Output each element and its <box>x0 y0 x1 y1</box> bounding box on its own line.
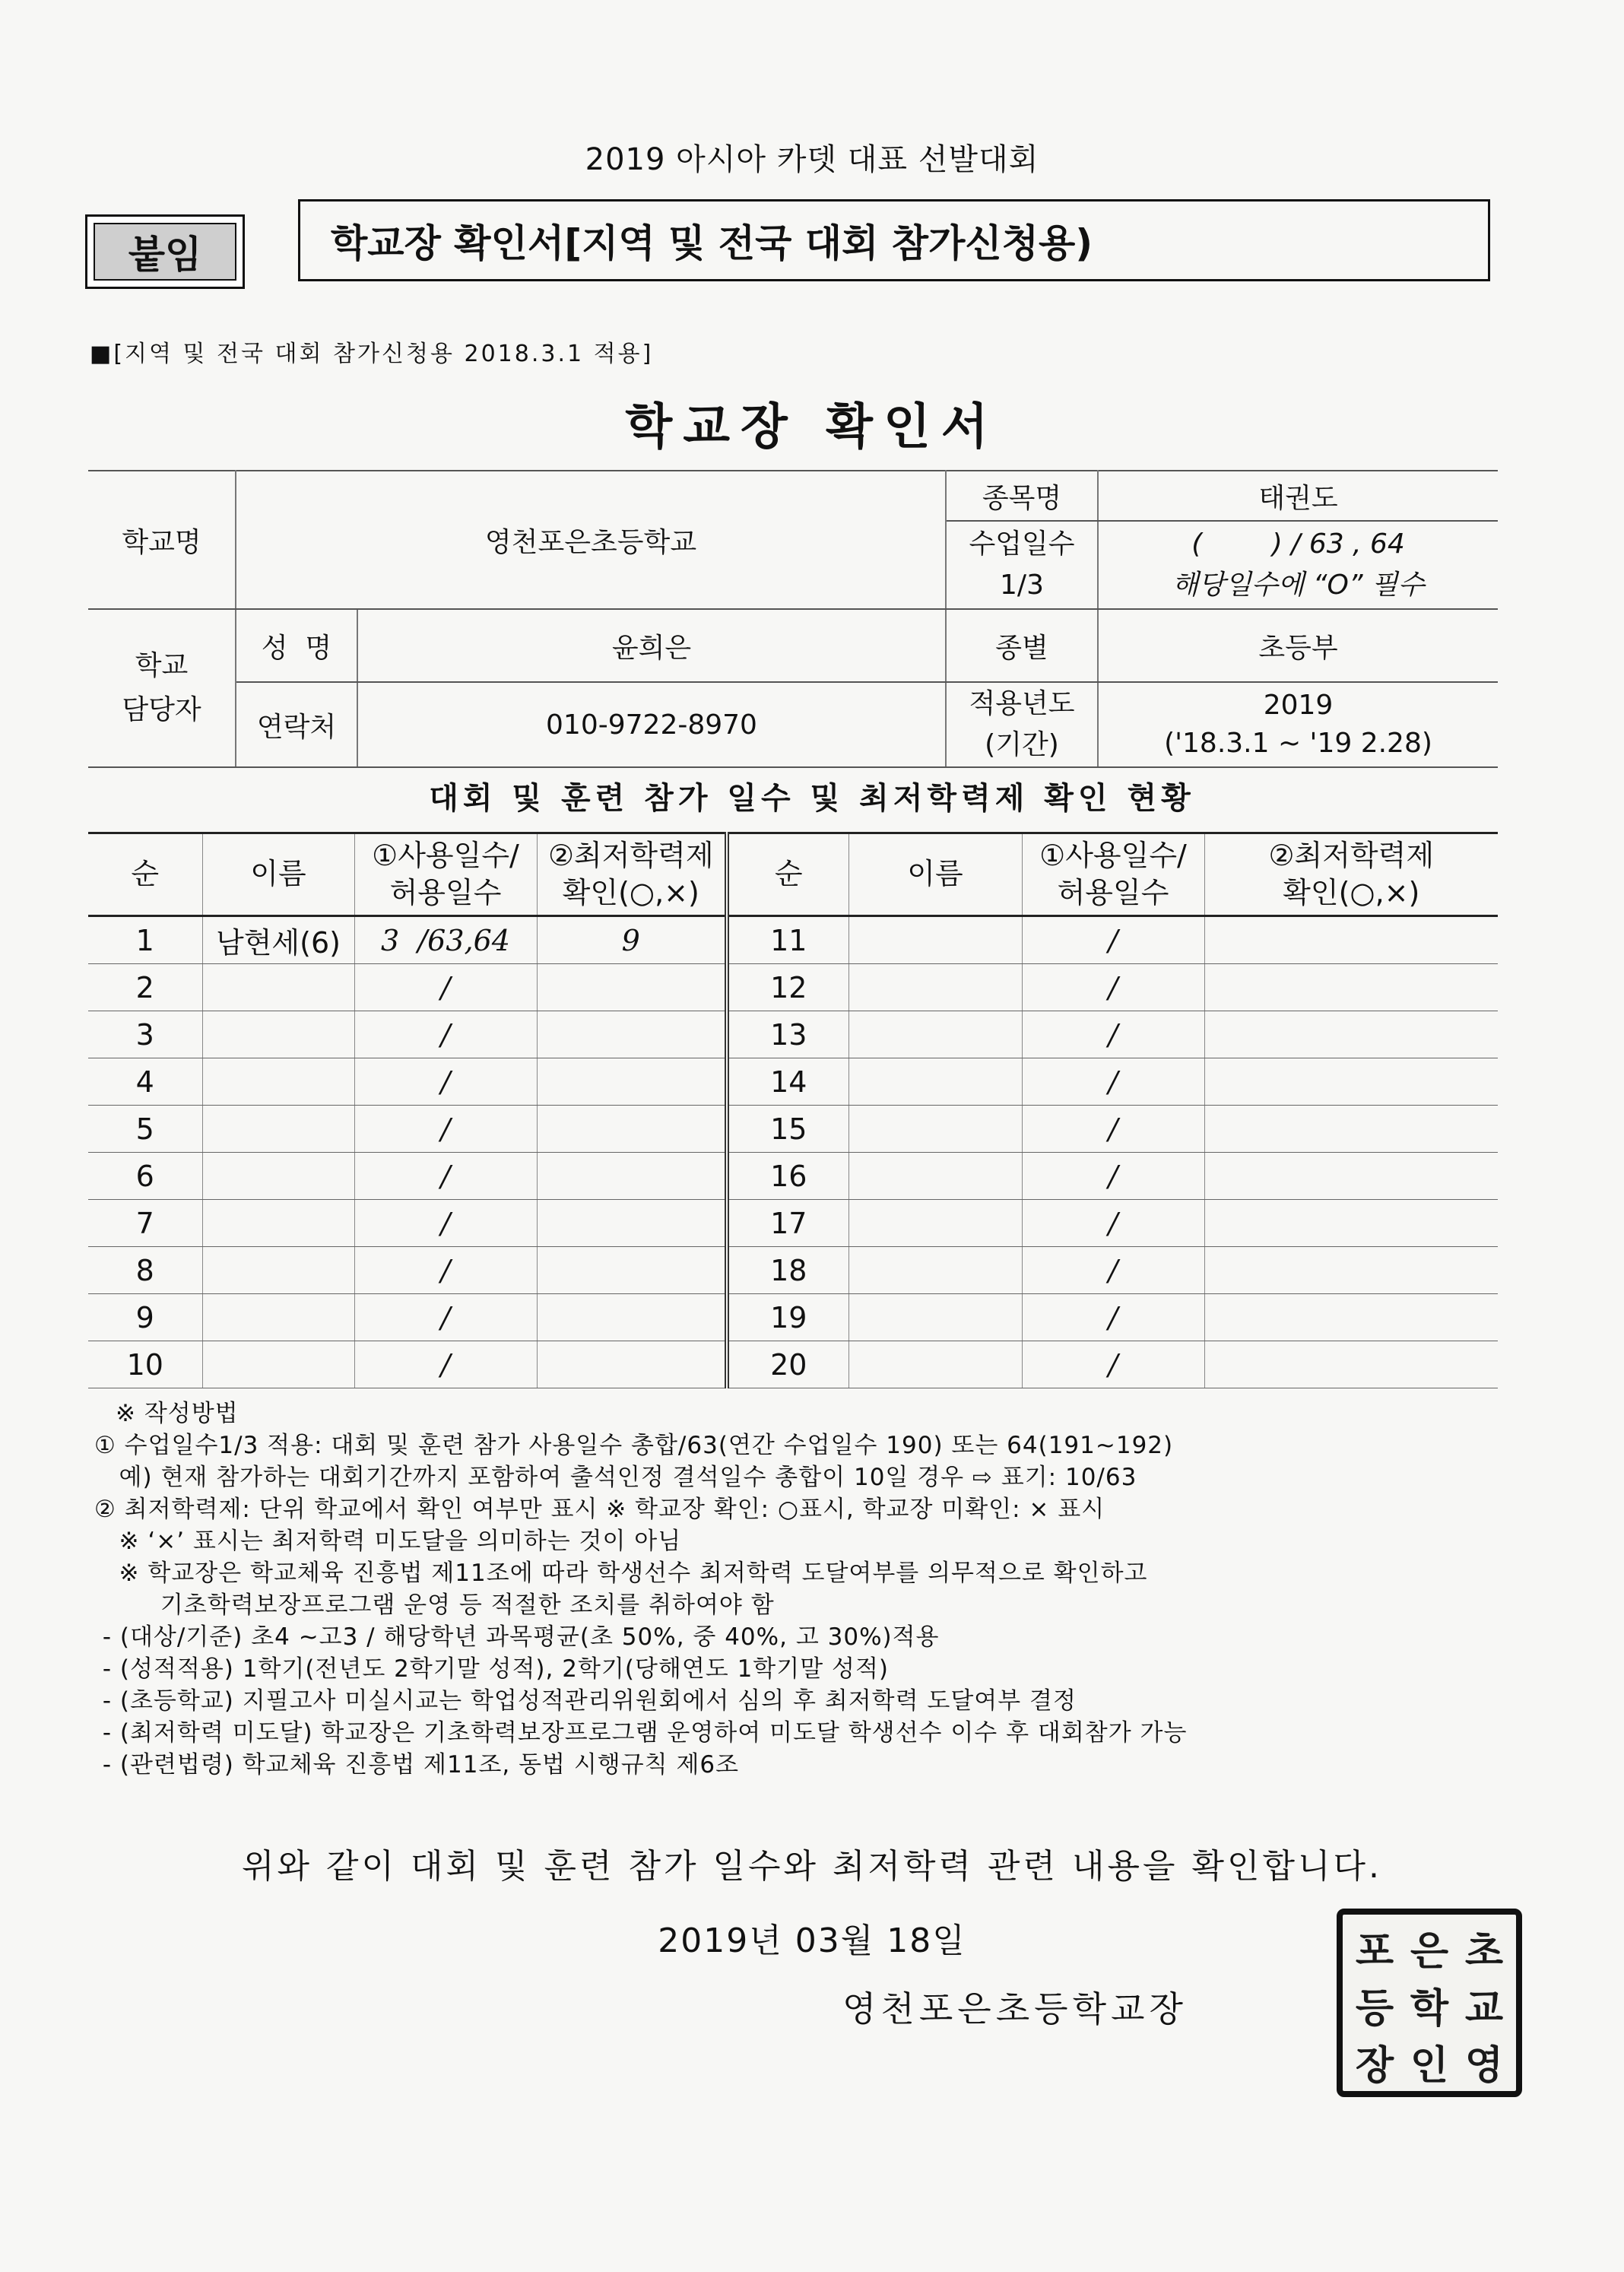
row-name <box>202 1153 354 1200</box>
row-check <box>537 1106 727 1153</box>
row-name-right <box>848 1011 1022 1058</box>
class-days-value <box>1098 521 1498 609</box>
table-row <box>88 1341 1498 1388</box>
row-days: / <box>354 1341 537 1388</box>
row-days: 3 /63,64 <box>354 916 537 964</box>
row-days-right: / <box>1022 964 1204 1011</box>
table-row <box>88 1011 1498 1058</box>
instruction-line: ※ ‘×’ 표시는 최저학력 미도달을 의미하는 것이 아님 <box>94 1528 682 1555</box>
row-days-right: / <box>1022 1200 1204 1247</box>
header-check-right-line1: ②최저학력제 <box>1268 838 1435 872</box>
header-days-right <box>1022 833 1204 916</box>
row-check <box>537 1153 727 1200</box>
event-label: 종목명 <box>946 471 1098 521</box>
row-days-right: / <box>1022 1011 1204 1058</box>
row-num-right: 14 <box>727 1058 848 1106</box>
row-name <box>202 1294 354 1341</box>
table-row <box>88 916 1498 964</box>
row-name <box>202 1200 354 1247</box>
row-days: / <box>354 1294 537 1341</box>
instruction-line: - (초등학교) 지필고사 미실시교는 학업성적관리위원회에서 심의 후 최저학력 도달여부 결정 <box>94 1687 1077 1715</box>
instruction-line: ※ 학교장은 학교체육 진흥법 제11조에 따라 학생선수 최저학력 도달여부를 의무적으로 확인하고 <box>94 1560 1148 1587</box>
seal-character: 장 <box>1355 2042 1394 2089</box>
instruction-line: 기초학력보장프로그램 운영 등 적절한 조치를 취하여야 함 <box>94 1591 775 1619</box>
row-days-right: / <box>1022 1294 1204 1341</box>
row-check <box>537 1341 727 1388</box>
roster-body <box>88 833 1498 1388</box>
seal-character: 학 <box>1410 1985 1449 2032</box>
row-check-right <box>1204 1341 1498 1388</box>
row-days: / <box>354 1011 537 1058</box>
seal-character: 교 <box>1464 1985 1504 2032</box>
table-row <box>88 1247 1498 1294</box>
instruction-line: 예) 현재 참가하는 대회기간까지 포함하여 출석인정 결석일수 총합이 10일 경우 ⇨ 표기: 10/63 <box>94 1464 1137 1491</box>
document-title: 학교장 확인서 <box>625 399 999 455</box>
row-days: / <box>354 1247 537 1294</box>
table-row <box>88 1058 1498 1106</box>
row-name-right <box>848 1106 1022 1153</box>
attachment-tag <box>85 214 245 289</box>
row-num-right: 19 <box>727 1294 848 1341</box>
row-check-right <box>1204 964 1498 1011</box>
category-value: 초등부 <box>1098 609 1498 682</box>
header-days-right-line2: 허용일수 <box>1057 876 1169 909</box>
row-days-right: / <box>1022 1153 1204 1200</box>
row-days-right: / <box>1022 1106 1204 1153</box>
class-days-label-line2: 1/3 <box>1000 570 1044 601</box>
row-check <box>537 1058 727 1106</box>
header-check <box>537 833 727 916</box>
manager-label-line1: 학교 <box>135 650 189 682</box>
instruction-line: - (관련법령) 학교체육 진흥법 제11조, 동법 시행규칙 제6조 <box>94 1751 740 1779</box>
row-name-right <box>848 1153 1022 1200</box>
row-days-right: / <box>1022 1341 1204 1388</box>
year-value <box>1098 682 1498 767</box>
row-num-right: 20 <box>727 1341 848 1388</box>
application-note: ■[지역 및 전국 대회 참가신청용 2018.3.1 적용] <box>90 341 654 367</box>
table-row <box>88 1106 1498 1153</box>
instruction-line: ① 수업일수1/3 적용: 대회 및 훈련 참가 사용일수 총합/63(연간 수업일수 190) 또는 64(191~192) <box>94 1432 1174 1459</box>
row-num: 3 <box>88 1011 202 1058</box>
manager-name: 윤희은 <box>357 609 946 682</box>
school-name: 영천포은초등학교 <box>236 471 946 609</box>
row-check <box>537 1294 727 1341</box>
row-num: 8 <box>88 1247 202 1294</box>
manager-label <box>88 609 236 767</box>
row-name <box>202 1058 354 1106</box>
row-num-right: 18 <box>727 1247 848 1294</box>
signature-date: 2019년 03월 18일 <box>658 1921 966 1960</box>
row-num: 10 <box>88 1341 202 1388</box>
seal-character: 포 <box>1355 1928 1394 1975</box>
row-days-right: / <box>1022 916 1204 964</box>
row-num-right: 16 <box>727 1153 848 1200</box>
row-name <box>202 1341 354 1388</box>
class-days-note: 해당일수에 “O” 필수 <box>1172 570 1425 601</box>
seal-character: 초 <box>1464 1928 1504 1975</box>
category-label: 종별 <box>946 609 1098 682</box>
header-num: 순 <box>88 833 202 916</box>
instructions-title: ※ 작성방법 <box>116 1400 239 1427</box>
row-name <box>202 1011 354 1058</box>
row-num-right: 15 <box>727 1106 848 1153</box>
name-label: 성 명 <box>236 609 357 682</box>
event-value: 태권도 <box>1098 471 1498 521</box>
year-number: 2019 <box>1263 689 1334 721</box>
attachment-tag-label: 붙임 <box>94 223 236 281</box>
class-days-label-line1: 수업일수 <box>969 528 1075 560</box>
row-name-right <box>848 1294 1022 1341</box>
row-check: 9 <box>537 916 727 964</box>
official-seal-stamp <box>1337 1909 1522 2097</box>
header-days-right-line1: ①사용일수/ <box>1039 838 1187 872</box>
year-period: ('18.3.1 ~ '19 2.28) <box>1164 728 1432 759</box>
row-days: / <box>354 1058 537 1106</box>
row-days: / <box>354 1153 537 1200</box>
row-check-right <box>1204 916 1498 964</box>
row-num-right: 17 <box>727 1200 848 1247</box>
table-row <box>88 1294 1498 1341</box>
row-check-right <box>1204 1153 1498 1200</box>
seal-character: 은 <box>1410 1928 1449 1975</box>
row-days-right: / <box>1022 1058 1204 1106</box>
row-num: 6 <box>88 1153 202 1200</box>
table-row <box>88 1200 1498 1247</box>
instruction-line: - (최저학력 미도달) 학교장은 기초학력보장프로그램 운영하여 미도달 학생선수 이수 후 대회참가 가능 <box>94 1719 1188 1747</box>
class-days-fraction: ( ) / 63 , 64 <box>1191 528 1405 560</box>
row-name <box>202 964 354 1011</box>
row-num: 7 <box>88 1200 202 1247</box>
manager-label-line2: 담당자 <box>122 694 201 725</box>
row-name-right <box>848 1341 1022 1388</box>
header-check-line1: ②최저학력제 <box>547 838 714 872</box>
row-name-right <box>848 1200 1022 1247</box>
row-name-right <box>848 1058 1022 1106</box>
row-num-right: 11 <box>727 916 848 964</box>
school-label: 학교명 <box>88 471 236 609</box>
instruction-line: ② 최저학력제: 단위 학교에서 확인 여부만 표시 ※ 학교장 확인: ○표시, 학교장 미확인: × 표시 <box>94 1496 1105 1523</box>
roster-table <box>88 832 1498 1388</box>
row-days-right: / <box>1022 1247 1204 1294</box>
instruction-line: - (대상/기준) 초4 ~고3 / 해당학년 과목평균(초 50%, 중 40%, 고 30%)적용 <box>94 1623 940 1651</box>
year-label-line2: (기간) <box>985 729 1059 760</box>
row-check <box>537 964 727 1011</box>
row-days: / <box>354 1106 537 1153</box>
year-label <box>946 682 1098 767</box>
table-row <box>88 1153 1498 1200</box>
header-check-right <box>1204 833 1498 916</box>
header-check-line2: 확인(○,×) <box>562 876 699 909</box>
header-num-right: 순 <box>727 833 848 916</box>
row-check-right <box>1204 1011 1498 1058</box>
header-name-right: 이름 <box>848 833 1022 916</box>
instruction-line: - (성적적용) 1학기(전년도 2학기말 성적), 2학기(당해연도 1학기말 성적) <box>94 1655 889 1683</box>
row-check <box>537 1011 727 1058</box>
header-check-right-line2: 확인(○,×) <box>1283 876 1420 909</box>
seal-character: 등 <box>1355 1985 1394 2032</box>
row-name: 남현세(6) <box>202 916 354 964</box>
row-check-right <box>1204 1106 1498 1153</box>
row-check-right <box>1204 1294 1498 1341</box>
class-days-label <box>946 521 1098 609</box>
writing-instructions <box>94 1398 1508 1781</box>
section-title: 대회 및 훈련 참가 일수 및 최저학력제 확인 현황 <box>429 781 1195 816</box>
header-days-line2: 허용일수 <box>389 876 502 909</box>
row-num: 5 <box>88 1106 202 1153</box>
row-days: / <box>354 1200 537 1247</box>
year-label-line1: 적용년도 <box>969 688 1075 719</box>
principal-signature: 영천포은초등학교장 <box>842 1988 1188 2029</box>
seal-character: 영 <box>1464 2042 1504 2089</box>
row-num-right: 13 <box>727 1011 848 1058</box>
header-days <box>354 833 537 916</box>
event-title: 2019 아시아 카뎃 대표 선발대회 <box>585 142 1039 177</box>
row-num: 1 <box>88 916 202 964</box>
table-row <box>88 964 1498 1011</box>
row-check-right <box>1204 1200 1498 1247</box>
row-name-right <box>848 964 1022 1011</box>
form-heading: 학교장 확인서[지역 및 전국 대회 참가신청용) <box>298 199 1490 281</box>
instructions-list <box>94 1430 1508 1781</box>
header-days-line1: ①사용일수/ <box>372 838 519 872</box>
row-days: / <box>354 964 537 1011</box>
row-num: 2 <box>88 964 202 1011</box>
row-name <box>202 1106 354 1153</box>
roster-header-row <box>88 833 1498 916</box>
row-check <box>537 1200 727 1247</box>
contact-label: 연락처 <box>236 682 357 767</box>
row-check <box>537 1247 727 1294</box>
seal-character: 인 <box>1410 2042 1449 2089</box>
confirmation-statement: 위와 같이 대회 및 훈련 참가 일수와 최저학력 관련 내용을 확인합니다. <box>242 1847 1382 1886</box>
row-name-right <box>848 916 1022 964</box>
row-check-right <box>1204 1058 1498 1106</box>
info-table <box>88 470 1498 768</box>
header-name: 이름 <box>202 833 354 916</box>
row-num: 9 <box>88 1294 202 1341</box>
row-name-right <box>848 1247 1022 1294</box>
contact-value: 010-9722-8970 <box>357 682 946 767</box>
row-num-right: 12 <box>727 964 848 1011</box>
row-name <box>202 1247 354 1294</box>
row-check-right <box>1204 1247 1498 1294</box>
row-num: 4 <box>88 1058 202 1106</box>
